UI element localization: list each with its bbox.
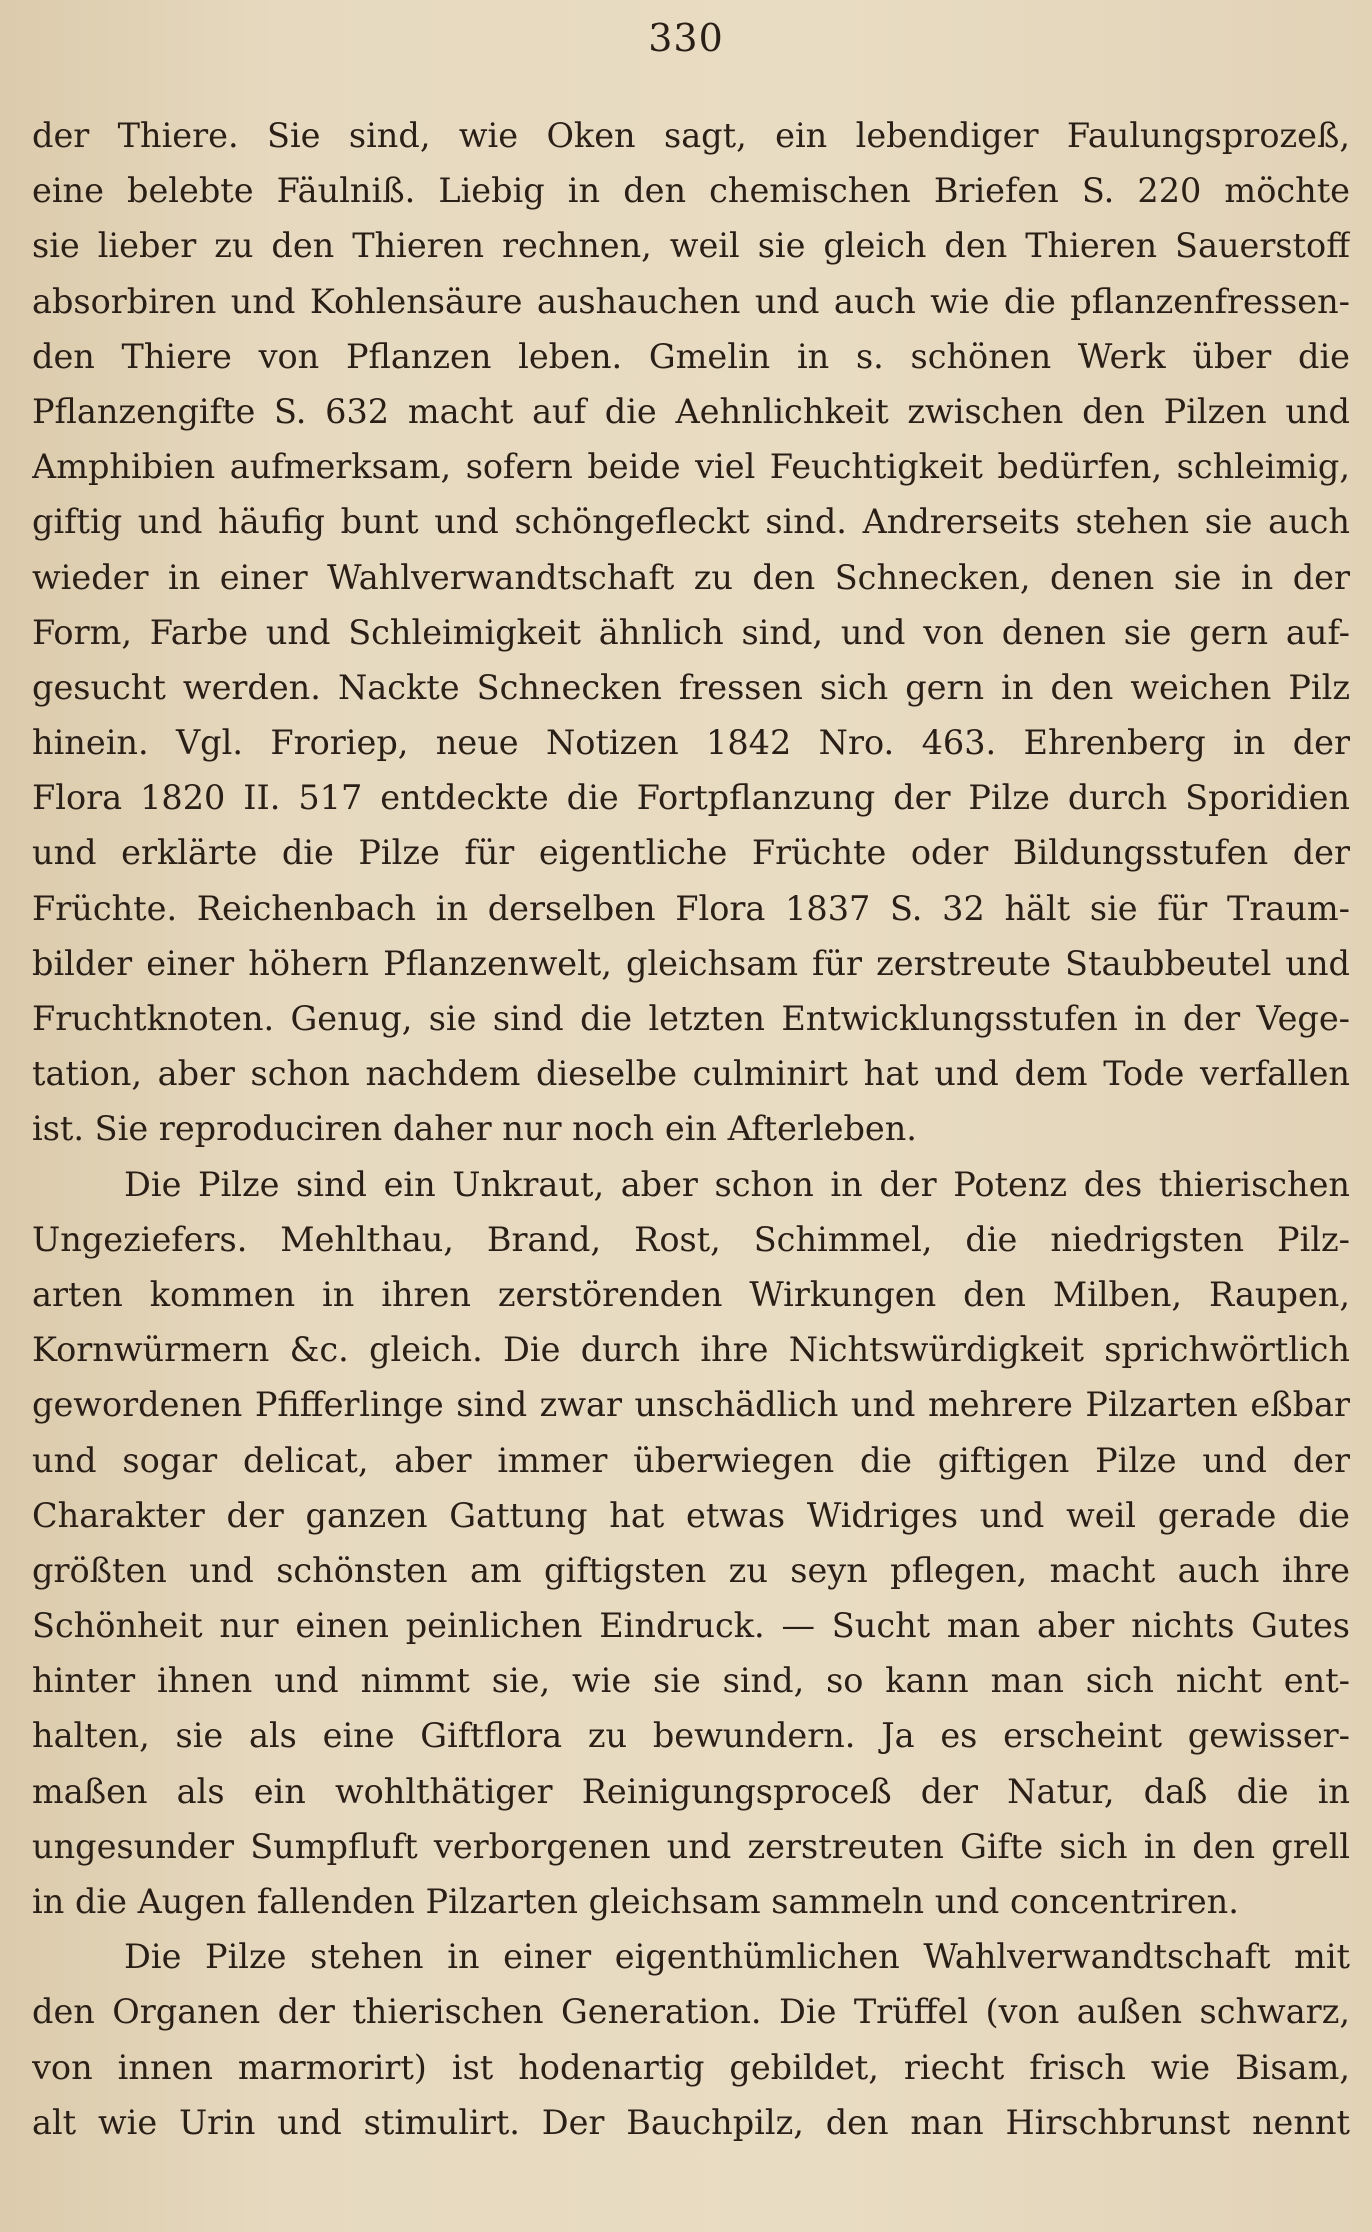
text-line: bilder einer höhern Pflanzenwelt, gleichsam für zerstreute Staubbeutel und [32,943,1350,983]
text-line: den Thiere von Pflanzen leben. Gmelin in s. schönen Werk über die [32,336,1350,376]
text-line: gewordenen Pfifferlinge sind zwar unschädlich und mehrere Pilzarten eßbar [32,1385,1350,1425]
text-line: und sogar delicat, aber immer überwiegen die giftigen Pilze und der [32,1440,1350,1480]
text-line: maßen als ein wohlthätiger Reinigungsproceß der Natur, daß die in [32,1771,1350,1811]
text-line: den Organen der thierischen Generation. Die Trüffel (von außen schwarz, [32,1992,1350,2032]
text-line: in die Augen fallenden Pilzarten gleichsam sammeln und concentriren. [32,1882,1239,1921]
text-line: eine belebte Fäulniß. Liebig in den chemischen Briefen S. 220 möchte [32,171,1350,211]
text-line: größten und schönsten am giftigsten zu seyn pflegen, macht auch ihre [32,1550,1350,1590]
text-line: Form, Farbe und Schleimigkeit ähnlich sind, und von denen sie gern auf- [32,612,1350,652]
text-line: absorbiren und Kohlensäure aushauchen und auch wie die pflanzenfressen- [32,281,1350,321]
text-line: Schönheit nur einen peinlichen Eindruck. — Sucht man aber nichts Gutes [32,1606,1350,1646]
text-line: Pflanzengifte S. 632 macht auf die Aehnlichkeit zwischen den Pilzen und [32,391,1350,431]
text-line: Fruchtknoten. Genug, sie sind die letzten Entwicklungsstufen in der Vege- [32,999,1350,1038]
text-line: Flora 1820 II. 517 entdeckte die Fortpflanzung der Pilze durch Sporidien [32,778,1350,818]
text-line: wieder in einer Wahlverwandtschaft zu den Schnecken, denen sie in der [32,557,1350,597]
text-line: Die Pilze stehen in einer eigenthümlichen Wahlverwandtschaft mit [124,1937,1350,1977]
text-line: und erklärte die Pilze für eigentliche Früchte oder Bildungsstufen der [32,833,1350,873]
text-line: Ungeziefers. Mehlthau, Brand, Rost, Schimmel, die niedrigsten Pilz- [32,1219,1350,1259]
text-line: gesucht werden. Nackte Schnecken fressen sich gern in den weichen Pilz [32,667,1350,707]
text-line: alt wie Urin und stimulirt. Der Bauchpilz, den man Hirschbrunst nennt [32,2102,1350,2142]
text-line: Die Pilze sind ein Unkraut, aber schon in der Potenz des thierischen [124,1164,1350,1204]
text-line: Früchte. Reichenbach in derselben Flora 1837 S. 32 hält sie für Traum- [32,888,1350,928]
text-line: ungesunder Sumpfluft verborgenen und zerstreuten Gifte sich in den grell [32,1826,1350,1866]
text-line: tation, aber schon nachdem dieselbe culminirt hat und dem Tode verfallen [32,1054,1350,1094]
text-line: Amphibien aufmerksam, sofern beide viel Feuchtigkeit bedürfen, schleimig, [32,447,1350,487]
text-line: ist. Sie reproduciren daher nur noch ein Afterleben. [32,1109,917,1149]
text-line: Kornwürmern &c. gleich. Die durch ihre Nichtswürdigkeit sprichwörtlich [32,1330,1350,1370]
body-text [32,108,1350,2150]
text-line: von innen marmorirt) ist hodenartig gebildet, riecht frisch wie Bisam, [32,2047,1350,2087]
text-line: der Thiere. Sie sind, wie Oken sagt, ein lebendiger Faulungsprozeß, [32,116,1350,155]
text-line: Charakter der ganzen Gattung hat etwas Widriges und weil gerade die [32,1495,1350,1535]
text-line: arten kommen in ihren zerstörenden Wirkungen den Milben, Raupen, [32,1274,1350,1314]
page-number: 330 [648,16,724,60]
text-line: sie lieber zu den Thieren rechnen, weil sie gleich den Thieren Sauerstoff [32,226,1350,266]
text-line: hinein. Vgl. Froriep, neue Notizen 1842 Nro. 463. Ehrenberg in der [32,723,1350,763]
text-line: giftig und häufig bunt und schöngefleckt sind. Andrerseits stehen sie auch [32,502,1350,542]
text-line: halten, sie als eine Giftflora zu bewundern. Ja es erscheint gewisser- [32,1716,1350,1756]
text-line: hinter ihnen und nimmt sie, wie sie sind, so kann man sich nicht ent- [32,1661,1350,1701]
